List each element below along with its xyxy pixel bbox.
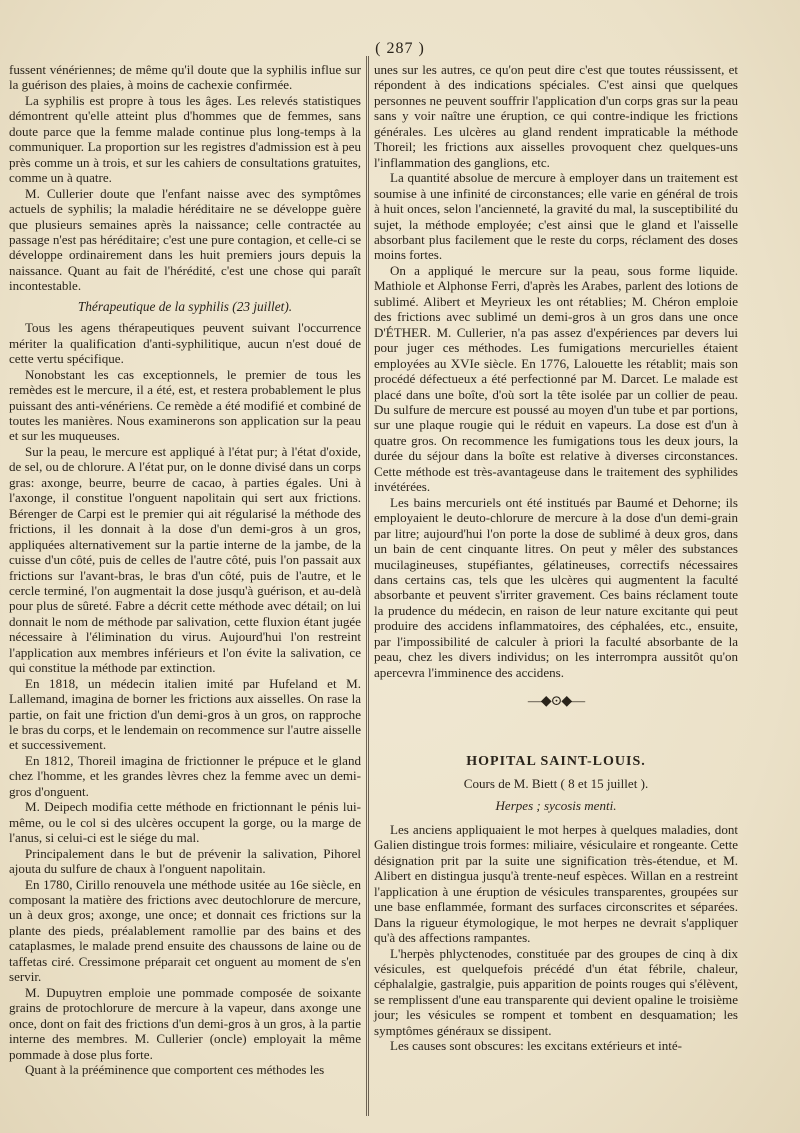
paragraph: En 1780, Cirillo renouvela une méthode usitée au 16e siècle, en composant la matière des frictions avec deutochlorure de mercure, un à deux gros; axonge, une once; et donnait ces frictions sur la plante des pieds, préalablement ramollie par des bains et des cataplasmes, le malade prend ensuite des chaussons de laine ou de taffetas ciré. Cressimone préparait cet onguent au moment de s'en servir. — [9, 876, 361, 985]
paragraph: La quantité absolue de mercure à employer dans un traitement est soumise à une infinité de circonstances; elle varie en général de trois à huit onces, selon l'ancienneté, la gravité du mal, la susceptibilité du sujet, la méthode employée; c'est ainsi que le gland et l'aisselle absorbant plus facilement que le reste du corps, réclament des doses moins fortes. — [374, 170, 738, 263]
paragraph: Quant à la prééminence que comportent ces méthodes les — [25, 1062, 325, 1077]
right-column-text — [374, 62, 738, 680]
paragraph: M. Deipech modifia cette méthode en frictionnant le pénis lui-même, ou le col si des ulcères occupent la gorge, ou la marge de l'anus, si celui-ci est le siége du mal. — [9, 799, 361, 846]
paragraph: L'herpès phlyctenodes, constituée par des groupes de cinq à dix vésicules, est quelquefois précédé d'un état fébrile, chaleur, céphalalgie, gastralgie, puis apparition de points rouges qui s'élèvent, se remplissent d'une eau transparente qui devient opaline le troisième jour; les vésicules se rompent et tombent en desquamation; les symptômes généraux se dissipent. — [374, 945, 738, 1038]
paragraph: Les anciens appliquaient le mot herpes à quelques maladies, dont Galien distingue trois formes: miliaire, vésiculaire et rongeante. Cette désignation prit par la suite une signification très-étendue, et M. Alibert en distingua jusqu'à trente-neuf espèces. Willan en a restreint l'application à une éruption de vésicules transparentes, groupées sur une base enflammée, formant des surfaces circonscrites et séparées. Dans la rigueur étymologique, le mot herpes ne devrait s'appliquer qu'à des affections rampantes. — [374, 821, 738, 946]
paragraph: En 1818, un médecin italien imité par Hufeland et M. Lallemand, imagina de borner les frictions aux aisselles. On rase la partie, on fait une friction d'un demi-gros à un gros, on rapproche le bras du corps, et le lendemain on recommence sur l'autre aisselle et successivement. — [9, 675, 361, 753]
paragraph: Principalement dans le but de prévenir la salivation, Pihorel ajouta du sulfure de chaux à l'onguent napolitain. — [9, 845, 361, 877]
column-divider — [366, 56, 370, 1116]
page-number: ( 287 ) — [375, 40, 425, 57]
section-ornament: —◆⊙◆— — [527, 694, 585, 710]
paragraph: unes sur les autres, ce qu'on peut dire c'est que toutes réussissent, et répondent à des indications spéciales. C'est ainsi que quelques personnes ne peuvent souffrir l'application d'un corps gras sur la peau sans y voir naître une éruption, ce qui contre-indique les frictions générales. Les ulcères au gland rendent impraticable la méthode Thoreil; les frictions aux aisselles provoquent chez quelques-uns l'inflammation des ganglions, etc. — [374, 62, 738, 170]
right-column — [374, 62, 738, 1054]
paragraph: On a appliqué le mercure sur la peau, sous forme liquide. Mathiole et Alphonse Ferri, d'après les Arabes, parlent des lotions de sublimé. Alibert et Meyrieux les ont rétablies; M. Chéron emploie des frictions avec sublimé un demi-gros à un gros dans une once D'ÉTHER. M. Cullerier, n'a pas assez d'expériences par devers lui pour juger ces méthodes. Les fumigations mercurielles étaient employées au XVIe siècle. En 1776, Lalouette les rétablit; mais son procédé défectueux a été perfectionné par M. Darcet. Le malade est placé dans une boîte, d'où sort la tête isolée par un collier de peau. Du sulfure de mercure est poussé au moyen d'un tube et par portions, sur une plaque rougie qui le réduit en vapeurs. La dose est d'un à quatre gros. On recommence les fumigations tous les deux jours, la durée du séjour dans la boîte est relative à diverses circonstances. Cette méthode est très-avantageuse dans le traitement des syphilides invétérées. — [374, 262, 738, 495]
paragraph: M. Dupuytren emploie une pommade composée de soixante grains de protochlorure de mercure à la vapeur, dans axonge une once, dont on fait des frictions d'un demi-gros à un gros, à la partie interne des membres. M. Cullerier (oncle) employait la même pommade à dose plus forte. — [9, 984, 361, 1062]
course-line: Cours de M. Biett ( 8 et 15 juillet ). — [463, 776, 649, 792]
paragraph: Nonobstant les cas exceptionnels, le premier de tous les remèdes est le mercure, il a été, est, et restera probablement le plus puissant des anti-vénériens. Ce remède a été modifié et combiné de toutes les manières. Nous examinerons son application sur la peau et sur les muqueuses. — [9, 366, 361, 444]
paragraph: Sur la peau, le mercure est appliqué à l'état pur; à l'état d'oxide, de sel, ou de chlorure. A l'état pur, on le donne divisé dans un corps gras: axonge, beurre, beurre de cacao, à parties égales. Uni à l'axonge, il constitue l'onguent napolitain qui sert aux frictions. Bérenger de Carpi est le premier qui ait régularisé la méthode des frictions, il les donnait à la dose d'un demi-gros à un gros, appliquées alternativement sur la partie interne de la jambe, de la cuisse d'un côté, puis de celles de l'autre côté, puis l'on passait aux frictions sur l'avant-bras, le bras d'un côté, puis de l'autre, et le cercle terminé, l'on augmentait la dose jusqu'à guérison, et au-delà pour plus de sûreté. Fabre a décrit cette méthode avec détail; on lui donnait le nom de méthode par salivation, cette fluxion étant jugée nécessaire à l'élimination du virus. Aujourd'hui l'on restreint l'application aux membres inférieurs et l'on évite la salivation, ce qui constitue la méthode par extinction. — [9, 443, 361, 676]
subheading: Herpes ; sycosis menti. — [495, 798, 617, 814]
paragraph: M. Cullerier doute que l'enfant naisse avec des symptômes actuels de syphilis; la maladie héréditaire ne se développe guère que plusieurs semaines après la naissance; celle contractée au passage n'est pas héréditaire; c'est une pure contagion, et celle-ci se développe ordinairement dans les huit premiers jours depuis la naissance. Quant au fait de l'hérédité, c'est une chose qui paraît incontestable. — [9, 185, 361, 294]
hospital-title: HOPITAL SAINT-LOUIS. — [466, 753, 646, 769]
paragraph: La syphilis est propre à tous les âges. Les relevés statistiques démontrent qu'elle atteint plus d'hommes que de femmes, sans doute parce que la femme malade continue plus long-temps à la communiquer. La proportion sur les registres d'admission est à peu près comme un à trois, et sur les cahiers de consultations gratuites, comme un à quatre. — [9, 92, 361, 186]
paragraph: Tous les agens thérapeutiques peuvent suivant l'occurrence mériter la qualification d'anti-syphilitique, aucun n'est doué de cette vertu spécifique. — [9, 320, 361, 367]
paragraph: Les bains mercuriels ont été institués par Baumé et Dehorne; ils employaient le deuto-chlorure de mercure à la dose d'un demi-grain par litre; aujourd'hui l'on porte la dose de sublimé à deux gros, dans un bain de cent cinquante litres. On peut y mêler des substances mucilagineuses, stupéfiantes, gélatineuses, correctifs nécessaires dans certains cas, tels que les ulcères qui augmentent la faculté absorbante et peuvent s'irriter gravement. Ces bains réclament toute la prudence du médecin, en raison de leur nature excitante qui peut produire des accidens inflammatoires, des céphalées, etc., ensuite, par l'impossibilité de calculer à priori la faculté absorbante de la peau, chez les divers individus; on les interrompra aussitôt qu'on apercevra l'imminence des accidens. — [374, 494, 738, 680]
left-column — [9, 62, 361, 1077]
right-column-lecture — [374, 822, 738, 1054]
paragraph: En 1812, Thoreil imagina de frictionner le prépuce et le gland chez l'homme, et les grandes lèvres chez la femme avec un demi-gros d'onguent. — [9, 752, 361, 799]
section-heading: Thérapeutique de la syphilis (23 juillet). — [77, 298, 293, 314]
paragraph: fussent vénériennes; de même qu'il doute que la syphilis influe sur la guérison des plaies, à moins de cachexie confirmée. — [9, 62, 361, 93]
paragraph: Les causes sont obscures: les excitans extérieurs et inté- — [390, 1038, 683, 1054]
